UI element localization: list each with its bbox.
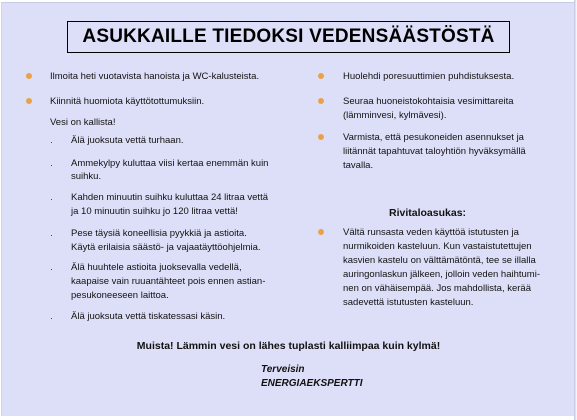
tip-line: Käytä erilaisia säästö- ja vajaatäyttöohjelmia.: [71, 242, 261, 253]
tip-marker: ·: [50, 194, 53, 204]
page-title: ASUKKAILLE TIEDOKSI VEDENSÄÄSTÖSTÄ: [82, 26, 495, 47]
tip-marker: ·: [50, 313, 53, 323]
right-bullet-text: (lämminvesi, kylmävesi).: [343, 110, 447, 121]
rivitalo-line: nen on vähäisempää. Jos mahdollista, kerää: [343, 283, 532, 294]
right-bullet-text: tavalla.: [343, 160, 374, 171]
footer-emphasis: Muista! Lämmin vesi on lähes tuplasti kalliimpaa kuin kylmä!: [136, 340, 441, 352]
rivitalo-heading: Rivitaloasukas:: [389, 207, 467, 219]
tip-marker: ·: [50, 137, 53, 147]
tip-line: kaapaise vain ruuantähteet pois ennen astian-: [71, 276, 266, 287]
tip-line: Ammekylpy kuluttaa viisi kertaa enemmän kuin: [71, 158, 269, 169]
bullet-icon: [26, 73, 32, 79]
tip-line: ja 10 minuutin suihku jo 120 litraa vettä!: [71, 206, 238, 217]
tip-marker: ·: [50, 230, 53, 240]
rivitalo-line: nurmikoiden kasteluun. Kun vastaistutettujen: [343, 241, 532, 252]
tip-line: Älä juoksuta vettä turhaan.: [71, 135, 184, 146]
right-bullet-text: Huolehdi poresuuttimien puhdistuksesta.: [343, 71, 515, 82]
right-bullet-text: Varmista, että pesukoneiden asennukset ja: [343, 132, 524, 143]
bullet-icon: [26, 98, 32, 104]
rivitalo-line: kasvien kastelu on välttämätöntä, tee se illalla: [343, 255, 536, 266]
footer-sender: ENERGIAEKSPERTTI: [261, 378, 363, 389]
tip-line: pesukoneeseen laittoa.: [71, 290, 169, 301]
tip-marker: ·: [50, 160, 53, 170]
left-bullet-text: Ilmoita heti vuotavista hanoista ja WC-kalusteista.: [50, 71, 260, 82]
left-intro: Vesi on kallista!: [50, 117, 116, 128]
left-bullet-text: Kiinnitä huomiota käyttötottumuksiin.: [50, 96, 205, 107]
tip-line: suihku.: [71, 171, 102, 182]
rivitalo-line: auringonlaskun jälkeen, jolloin veden haihtumi-: [343, 269, 540, 280]
tip-marker: ·: [50, 264, 53, 274]
right-bullet-text: Seuraa huoneistokohtaisia vesimittareita: [343, 96, 514, 107]
tip-line: Pese täysiä koneellisia pyykkiä ja astioita.: [71, 228, 247, 239]
bullet-icon: [318, 134, 324, 140]
bullet-icon: [318, 229, 324, 235]
title-box: [67, 21, 510, 53]
footer-greeting: Terveisin: [261, 364, 305, 375]
bullet-icon: [318, 73, 324, 79]
tip-line: Kahden minuutin suihku kuluttaa 24 litraa vettä: [71, 192, 268, 203]
rivitalo-line: Vältä runsasta veden käyttöä istutusten ja: [343, 227, 519, 238]
tip-line: Älä juoksuta vettä tiskatessasi käsin.: [71, 311, 226, 322]
tip-line: Älä huuhtele astioita juoksevalla vedellä,: [71, 262, 242, 273]
right-bullet-text: liitännät tapahtuvat taloyhtiön hyväksymällä: [343, 146, 526, 157]
bullet-icon: [318, 98, 324, 104]
rivitalo-line: sadevettä istutusten kasteluun.: [343, 297, 474, 308]
